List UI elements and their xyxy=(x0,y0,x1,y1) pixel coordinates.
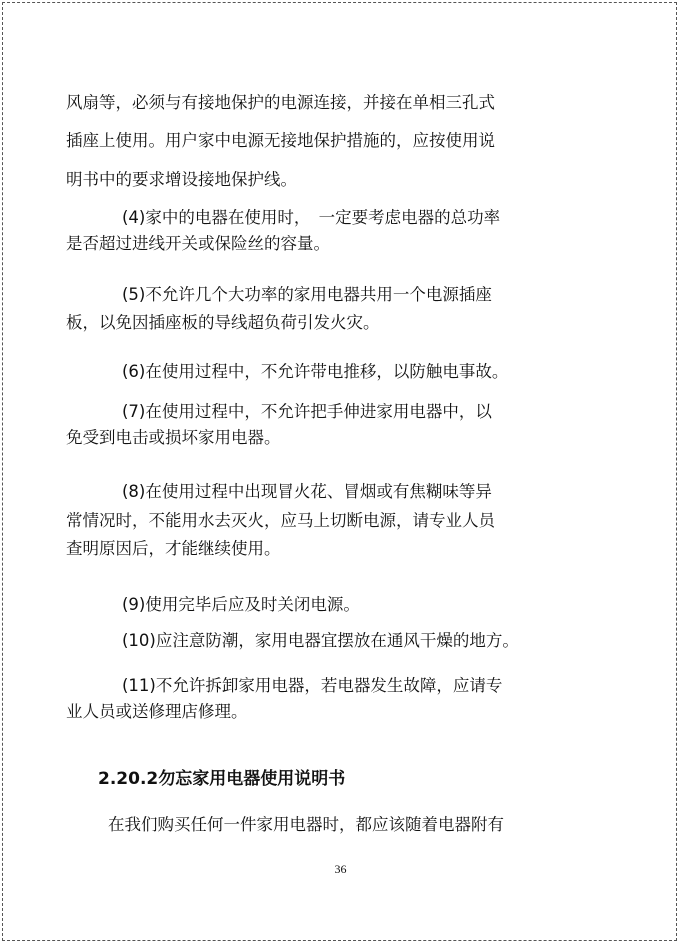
list-item-6: (6)在使用过程中，不允许带电推移，以防触电事故。 xyxy=(122,362,509,381)
list-item-8-line-2: 常情况时，不能用水去灭火，应马上切断电源，请专业人员 xyxy=(66,511,495,530)
list-item-4-line-1: (4)家中的电器在使用时， 一定要考虑电器的总功率 xyxy=(122,208,501,227)
list-item-4-line-2: 是否超过进线开关或保险丝的容量。 xyxy=(66,234,330,253)
list-item-10: (10)应注意防潮，家用电器宜摆放在通风干燥的地方。 xyxy=(122,631,519,650)
paragraph-line: 插座上使用。用户家中电源无接地保护措施的，应按使用说 xyxy=(66,131,495,150)
list-item-11-line-2: 业人员或送修理店修理。 xyxy=(66,702,248,721)
list-item-5-line-1: (5)不允许几个大功率的家用电器共用一个电源插座 xyxy=(122,285,492,304)
list-item-7-line-1: (7)在使用过程中，不允许把手伸进家用电器中，以 xyxy=(122,402,492,421)
list-item-7-line-2: 免受到电击或损坏家用电器。 xyxy=(66,428,281,447)
list-item-9: (9)使用完毕后应及时关闭电源。 xyxy=(122,595,360,614)
paragraph-line: 风扇等，必须与有接地保护的电源连接，并接在单相三孔式 xyxy=(66,93,495,112)
paragraph-line: 明书中的要求增设接地保护线。 xyxy=(66,170,297,189)
paragraph-line: 在我们购买任何一件家用电器时，都应该随着电器附有 xyxy=(108,815,504,834)
list-item-11-line-1: (11)不允许拆卸家用电器，若电器发生故障，应请专 xyxy=(122,676,503,695)
list-item-8-line-1: (8)在使用过程中出现冒火花、冒烟或有焦糊味等异 xyxy=(122,482,492,501)
list-item-5-line-2: 板，以免因插座板的导线超负荷引发火灾。 xyxy=(66,313,380,332)
section-heading: 2.20.2勿忘家用电器使用说明书 xyxy=(98,769,346,789)
list-item-8-line-3: 查明原因后，才能继续使用。 xyxy=(66,539,281,558)
page-number: 36 xyxy=(334,862,347,876)
